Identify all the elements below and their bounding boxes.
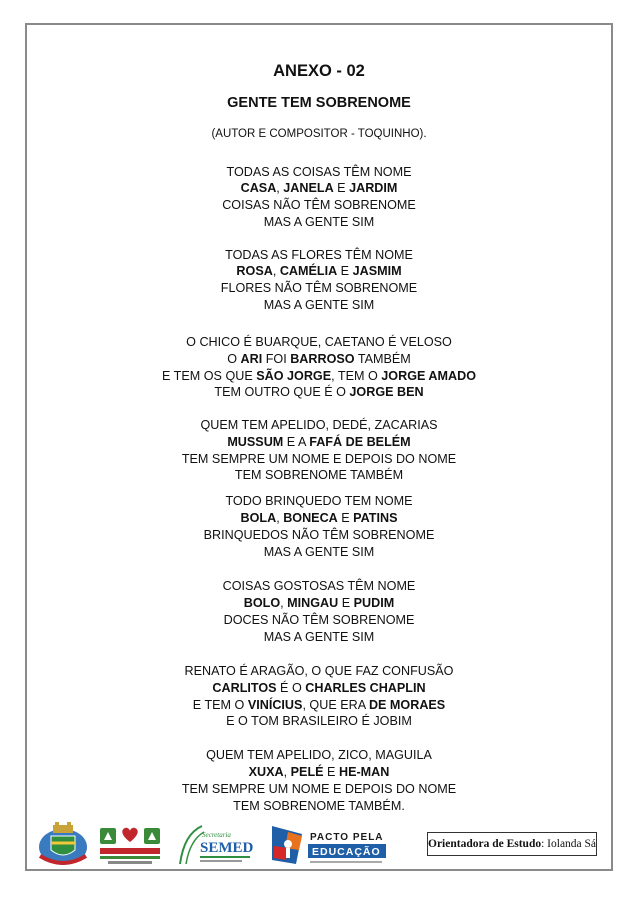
lyric-text: TAMBÉM [354, 352, 411, 366]
lyric-line [0, 198, 638, 213]
svg-text:EDUCAÇÃO: EDUCAÇÃO [312, 846, 381, 858]
lyric-text: , [276, 511, 284, 525]
lyric-text: O CHICO É BUARQUE, CAETANO É VELOSO [186, 335, 452, 349]
lyric-line [0, 511, 638, 526]
lyric-line [0, 630, 638, 645]
pacto-pela-educacao-logo-icon [268, 824, 388, 866]
lyric-line [0, 698, 638, 713]
lyric-emphasis: MUSSUM [227, 435, 284, 449]
lyric-line [0, 385, 638, 400]
lyric-text: MAS A GENTE SIM [263, 215, 375, 229]
lyric-emphasis: PUDIM [353, 596, 395, 610]
lyric-emphasis: JARDIM [349, 181, 398, 195]
lyric-text: , QUE ERA [302, 698, 369, 712]
lyric-line [0, 452, 638, 467]
lyric-emphasis: CHARLES CHAPLIN [305, 681, 426, 695]
lyric-text: TODO BRINQUEDO TEM NOME [225, 494, 413, 508]
lyric-emphasis: ARI [240, 352, 263, 366]
song-author: (AUTOR E COMPOSITOR - TOQUINHO). [211, 128, 427, 140]
lyric-text: TEM OUTRO QUE É O [214, 385, 350, 399]
lyric-line [0, 335, 638, 350]
lyric-text: TEM SEMPRE UM NOME E DEPOIS DO NOME [181, 782, 457, 796]
orientadora-separator: : [541, 838, 548, 850]
lyric-text: BRINQUEDOS NÃO TÊM SOBRENOME [203, 528, 435, 542]
lyric-text: E TEM O [192, 698, 248, 712]
lyric-emphasis: CAMÉLIA [279, 264, 338, 278]
lyric-line [0, 298, 638, 313]
orientadora-name: Iolanda Sá [547, 838, 597, 850]
lyric-text: TODAS AS FLORES TÊM NOME [225, 248, 413, 262]
lyric-line [0, 215, 638, 230]
lyric-emphasis: PELÉ [290, 765, 324, 779]
lyric-line [0, 248, 638, 263]
lyric-line [0, 418, 638, 433]
lyric-text: O [227, 352, 241, 366]
orientadora-box [427, 832, 597, 856]
lyric-text: COISAS NÃO TÊM SOBRENOME [222, 198, 416, 212]
pnaic-logo-icon [98, 826, 162, 866]
lyric-line [0, 596, 638, 611]
svg-text:SEMED: SEMED [200, 840, 254, 856]
lyric-line [0, 748, 638, 763]
lyric-line [0, 181, 638, 196]
lyric-line [0, 165, 638, 180]
lyric-emphasis: ROSA [236, 264, 273, 278]
lyric-text: E [323, 765, 339, 779]
lyric-emphasis: VINÍCIUS [247, 698, 303, 712]
lyric-text: TEM SOBRENOME TAMBÉM. [233, 799, 405, 813]
lyric-emphasis: BARROSO [290, 352, 355, 366]
lyric-text: , [283, 765, 291, 779]
lyric-line [0, 613, 638, 628]
lyric-emphasis: JASMIM [352, 264, 402, 278]
lyric-emphasis: DE MORAES [368, 698, 446, 712]
lyric-text: TEM SOBRENOME TAMBÉM [234, 468, 404, 482]
coat-of-arms-icon [36, 822, 90, 868]
lyric-line [0, 714, 638, 729]
svg-text:Secretaria: Secretaria [202, 831, 231, 839]
lyric-emphasis: JORGE AMADO [381, 369, 476, 383]
lyric-text: E TEM OS QUE [162, 369, 257, 383]
lyric-line [0, 281, 638, 296]
semed-logo-icon [176, 824, 254, 866]
lyric-emphasis: JORGE BEN [349, 385, 424, 399]
lyric-text: E O TOM BRASILEIRO É JOBIM [226, 714, 412, 728]
lyric-line [0, 435, 638, 450]
song-title: GENTE TEM SOBRENOME [227, 95, 411, 111]
lyric-emphasis: HE-MAN [338, 765, 390, 779]
lyric-emphasis: JANELA [283, 181, 334, 195]
lyric-line [0, 664, 638, 679]
lyric-text: , TEM O [331, 369, 382, 383]
lyric-line [0, 264, 638, 279]
lyric-text: , [276, 181, 284, 195]
lyric-line [0, 369, 638, 384]
lyric-text: É O [276, 681, 306, 695]
lyric-line [0, 545, 638, 560]
svg-text:PACTO PELA: PACTO PELA [310, 832, 384, 843]
lyric-text: E [337, 511, 354, 525]
lyric-line [0, 528, 638, 543]
lyric-line [0, 681, 638, 696]
lyric-emphasis: BONECA [283, 511, 338, 525]
lyric-emphasis: PATINS [353, 511, 398, 525]
footer [36, 822, 606, 868]
lyric-text: E [333, 181, 350, 195]
orientadora-label: Orientadora de Estudo [428, 838, 542, 850]
lyric-line [0, 782, 638, 797]
lyric-line [0, 352, 638, 367]
lyric-emphasis: BOLO [243, 596, 281, 610]
lyric-line [0, 765, 638, 780]
lyric-text: FLORES NÃO TÊM SOBRENOME [220, 281, 418, 295]
lyric-emphasis: CARLITOS [212, 681, 277, 695]
lyric-line [0, 494, 638, 509]
lyric-text: E [338, 596, 354, 610]
lyric-line [0, 799, 638, 814]
lyric-line [0, 579, 638, 594]
lyric-emphasis: XUXA [248, 765, 284, 779]
lyric-text: E [337, 264, 353, 278]
lyric-text: QUEM TEM APELIDO, DEDÉ, ZACARIAS [200, 418, 438, 432]
lyric-text: COISAS GOSTOSAS TÊM NOME [222, 579, 416, 593]
lyric-text: FOI [262, 352, 291, 366]
lyric-emphasis: CASA [240, 181, 277, 195]
lyric-text: MAS A GENTE SIM [263, 630, 375, 644]
lyric-text: , [280, 596, 288, 610]
lyric-line [0, 468, 638, 483]
lyric-text: TEM SEMPRE UM NOME E DEPOIS DO NOME [181, 452, 457, 466]
lyric-emphasis: MINGAU [287, 596, 339, 610]
lyric-text: QUEM TEM APELIDO, ZICO, MAGUILA [206, 748, 432, 762]
lyric-text: MAS A GENTE SIM [263, 298, 375, 312]
lyric-text: E A [283, 435, 310, 449]
lyric-text: , [272, 264, 280, 278]
lyric-text: TODAS AS COISAS TÊM NOME [226, 165, 412, 179]
page-title: ANEXO - 02 [273, 62, 365, 80]
lyric-emphasis: FAFÁ DE BELÉM [309, 435, 411, 449]
lyric-emphasis: BOLA [240, 511, 277, 525]
lyric-emphasis: SÃO JORGE [256, 369, 332, 383]
lyric-text: DOCES NÃO TÊM SOBRENOME [223, 613, 415, 627]
lyric-text: MAS A GENTE SIM [263, 545, 375, 559]
lyric-text: RENATO É ARAGÃO, O QUE FAZ CONFUSÃO [184, 664, 454, 678]
